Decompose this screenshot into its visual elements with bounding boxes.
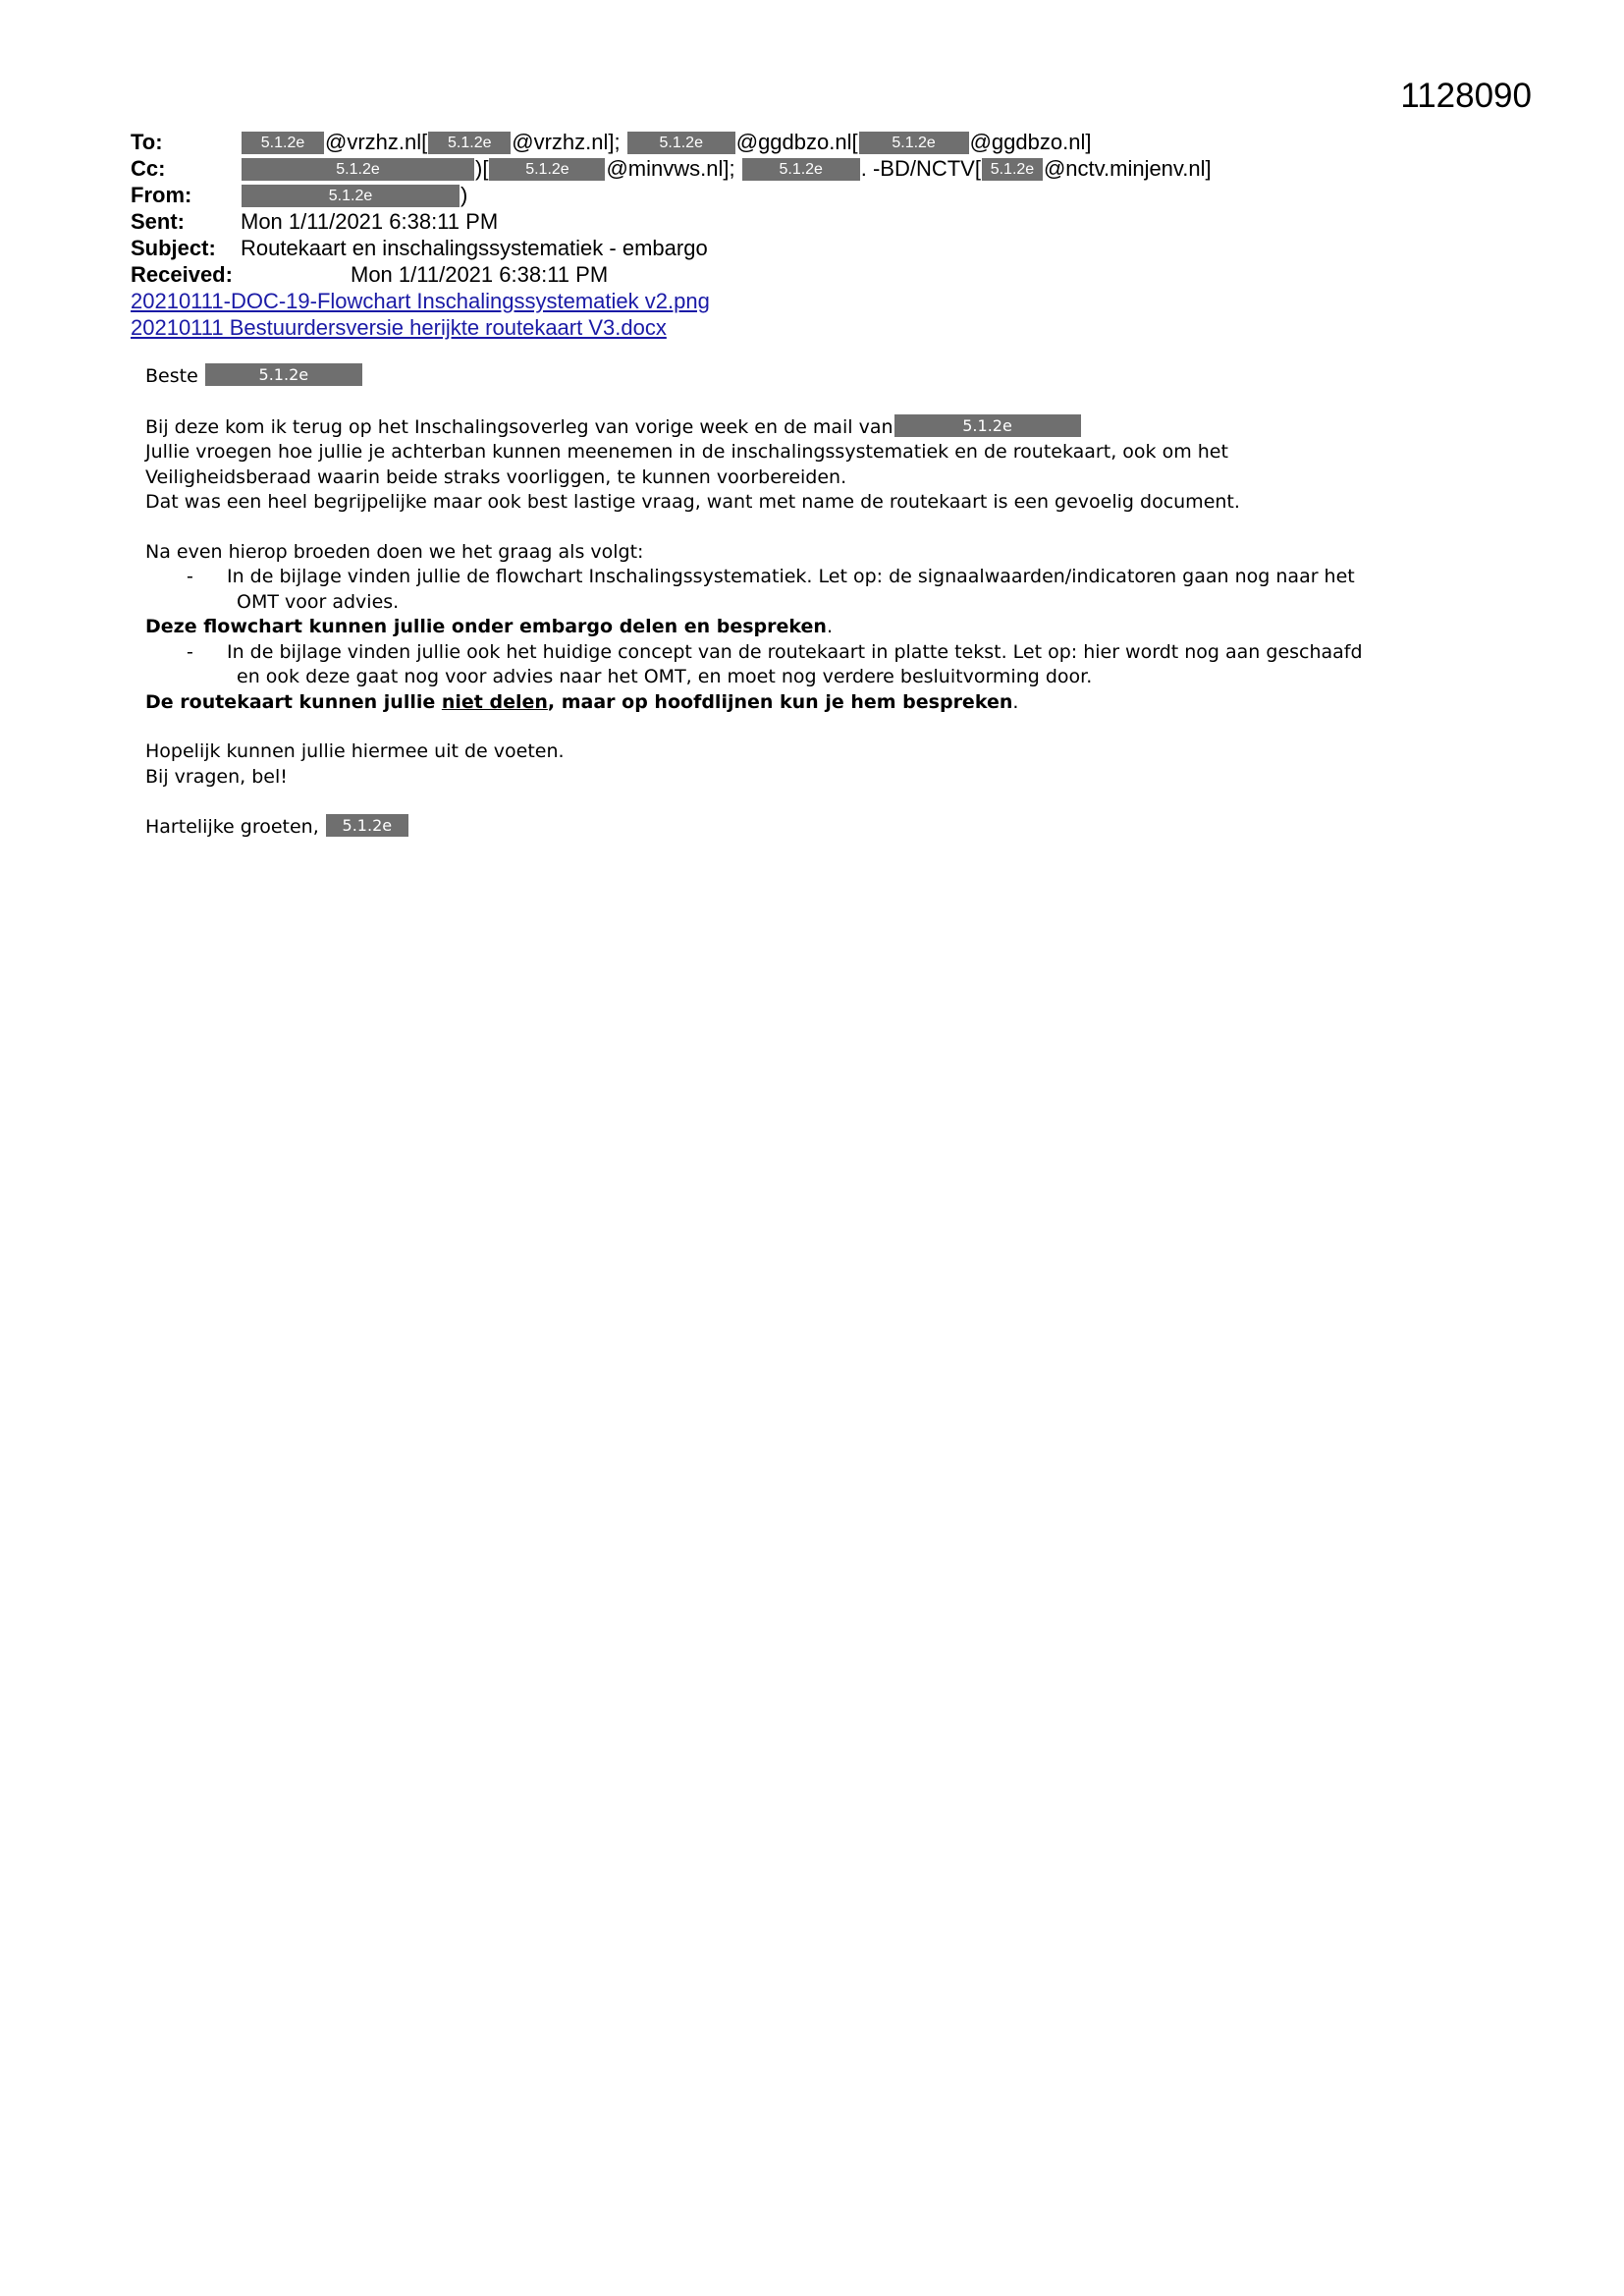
sent-row: [131, 208, 1505, 235]
bullet-text: In de bijlage vinden jullie ook het huidige concept van de routekaart in platte tekst. Let op: hier wordt nog aan geschaafd: [227, 640, 1363, 663]
to-part: @vrzhz.nl];: [512, 130, 621, 154]
cc-label: Cc:: [131, 156, 166, 181]
emphasis-line: [145, 615, 1500, 640]
paragraph-line: Hopelijk kunnen jullie hiermee uit de voeten.: [145, 740, 565, 762]
list-item: [145, 640, 1500, 690]
bullet-text: OMT voor advies.: [237, 590, 400, 613]
paragraph-line: [145, 414, 1500, 441]
paragraph-line: Veiligheidsberaad waarin beide straks voorliggen, te kunnen voorbereiden.: [145, 465, 847, 488]
emphasis-line: [145, 690, 1500, 716]
redaction-box: 5.1.2e: [242, 158, 474, 181]
sent-label: Sent:: [131, 209, 185, 234]
redaction-box: 5.1.2e: [242, 132, 324, 154]
redaction-box: 5.1.2e: [489, 158, 605, 181]
signoff: Hartelijke groeten,: [145, 816, 319, 838]
attachment-link[interactable]: 20210111-DOC-19-Flowchart Inschalingssystematiek v2.png: [131, 289, 710, 313]
received-row: [131, 261, 1505, 288]
redaction-box: 5.1.2e: [326, 814, 408, 837]
paragraph-line: Jullie vroegen hoe jullie je achterban kunnen meenemen in de inschalingssystematiek en de routekaart, ook om het: [145, 441, 1228, 463]
emphasis-end: .: [826, 616, 833, 637]
signoff-line: [145, 814, 1500, 841]
emphasis-text: Deze flowchart kunnen jullie onder embargo delen en bespreken: [145, 616, 827, 637]
bullet-dash: -: [187, 640, 193, 663]
to-part: @vrzhz.nl[: [325, 130, 428, 154]
redaction-box: 5.1.2e: [859, 132, 969, 154]
cc-part: @minvws.nl];: [606, 156, 735, 181]
redaction-box: 5.1.2e: [242, 185, 460, 207]
to-part: @ggdbzo.nl]: [969, 130, 1092, 154]
cc-part: )[: [475, 156, 489, 181]
email-body: [145, 363, 1500, 841]
emphasis-text: , maar op hoofdlijnen kun je hem bespreken: [547, 690, 1013, 713]
bullet-dash: -: [187, 566, 193, 587]
redaction-box: 5.1.2e: [982, 158, 1043, 181]
document-number: 1128090: [1400, 77, 1532, 115]
to-row: [131, 129, 1505, 155]
email-header: [131, 129, 1505, 341]
paragraph-line: Dat was een heel begrijpelijke maar ook best lastige vraag, want met name de routekaart is een gevoelig document.: [145, 491, 1240, 513]
received-label: Received:: [131, 262, 233, 287]
paragraph-line: Na even hierop broeden doen we het graag als volgt:: [145, 540, 644, 563]
received-value: Mon 1/11/2021 6:38:11 PM: [351, 262, 609, 287]
from-row: [131, 182, 1505, 208]
paragraph-text: Bij deze kom ik terug op het Inschalingsoverleg van vorige week en de mail van: [145, 415, 893, 438]
from-label: From:: [131, 183, 192, 207]
bullet-text: en ook deze gaat nog voor advies naar het OMT, en moet nog verdere besluitvorming door.: [237, 666, 1093, 687]
cc-row: [131, 155, 1505, 182]
emphasis-text: De routekaart kunnen jullie: [145, 690, 442, 713]
subject-row: [131, 235, 1505, 261]
cc-value: [241, 155, 1212, 182]
redaction-box: 5.1.2e: [205, 363, 362, 386]
greeting: Beste: [145, 365, 198, 387]
greeting-line: [145, 363, 1500, 390]
list-item: [145, 565, 1500, 615]
to-label: To:: [131, 130, 163, 154]
paragraph-line: Bij vragen, bel!: [145, 765, 288, 788]
cc-part: . -BD/NCTV[: [860, 156, 981, 181]
subject-value: Routekaart en inschalingssystematiek - embargo: [241, 236, 708, 260]
sent-value: Mon 1/11/2021 6:38:11 PM: [241, 209, 499, 234]
cc-part: @nctv.minjenv.nl]: [1043, 156, 1212, 181]
redaction-box: 5.1.2e: [742, 158, 860, 181]
subject-label: Subject:: [131, 236, 216, 260]
redaction-box: 5.1.2e: [428, 132, 511, 154]
from-suffix: ): [460, 183, 468, 207]
redaction-box: 5.1.2e: [894, 414, 1081, 437]
bullet-text: In de bijlage vinden jullie de flowchart Inschalingssystematiek. Let op: de signaalwaarden/indicatoren gaan nog naar het: [227, 566, 1355, 587]
emphasis-end: .: [1012, 690, 1019, 713]
emphasis-underlined: niet delen: [441, 690, 548, 713]
to-part: @ggdbzo.nl[: [735, 130, 858, 154]
from-value: [241, 182, 467, 208]
to-value: [241, 129, 1091, 155]
redaction-box: 5.1.2e: [627, 132, 735, 154]
attachment-link[interactable]: 20210111 Bestuurdersversie herijkte routekaart V3.docx: [131, 315, 667, 340]
